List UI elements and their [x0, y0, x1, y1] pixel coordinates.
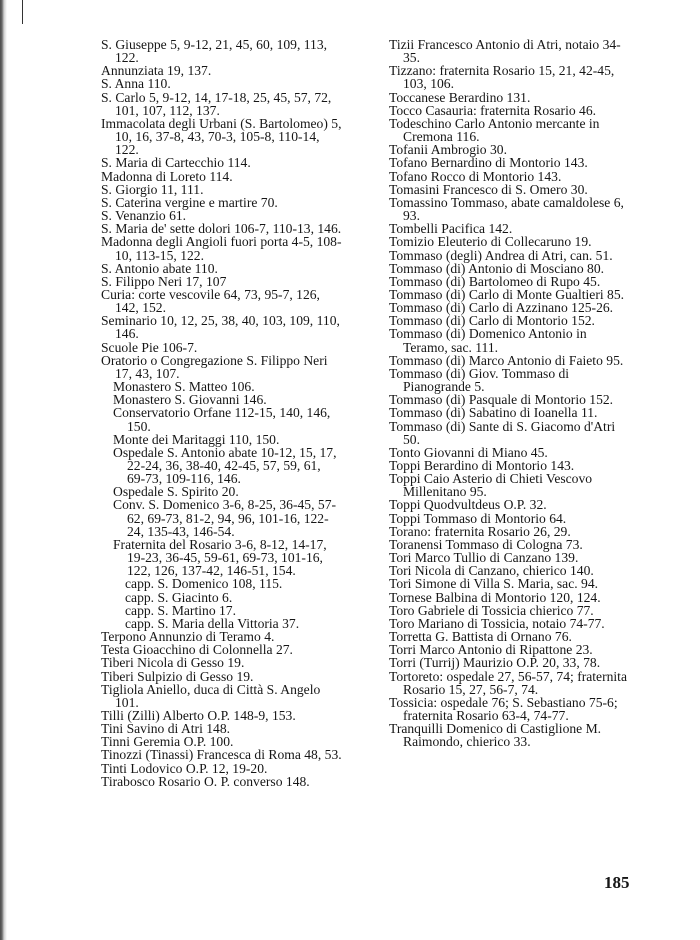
index-entry: Tossicia: ospedale 76; S. Sebastiano 75-6; fraternita Rosario 63-4, 74-77. [389, 694, 618, 723]
margin-mark [22, 0, 23, 24]
index-entry: Ospedale S. Spirito 20. [113, 484, 239, 500]
index-entry: Tommaso (di) Carlo di Azzinano 125-26. [389, 300, 614, 316]
index-entry: Tomizio Eleuterio di Collecaruno 19. [389, 234, 592, 250]
index-entry: Toccanese Berardino 131. [389, 89, 531, 105]
index-entry: Seminario 10, 12, 25, 38, 40, 103, 109, 110, 146. [101, 313, 340, 342]
index-entry: Tommaso (di) Giov. Tommaso di Pianogrande 5. [389, 365, 570, 395]
index-entry: Tocco Casauria: fraternita Rosario 46. [389, 102, 597, 118]
index-entry: Tizzano: fraternita Rosario 15, 21, 42-45, 103, 106. [389, 63, 615, 92]
index-entry: Oratorio o Congregazione S. Filippo Neri 17, 43, 107. [101, 352, 328, 381]
index-entry: Conv. S. Domenico 3-6, 8-25, 36-45, 57-62, 69-73, 81-2, 94, 96, 101-16, 122-24, 135-43, 146-54. [113, 497, 337, 539]
index-entry: Tommaso (di) Antonio di Mosciano 80. [389, 260, 605, 276]
index-entry: S. Filippo Neri 17, 107 [101, 273, 227, 289]
index-entry: Tornese Balbina di Montorio 120, 124. [389, 589, 601, 605]
index-entry: S. Maria de' sette dolori 106-7, 110-13, 146. [101, 221, 342, 237]
index-entry: Tiberi Sulpizio di Gesso 19. [101, 668, 254, 684]
index-entry: Tofano Bernardino di Montorio 143. [389, 155, 588, 171]
index-entry: Scuole Pie 106-7. [101, 339, 198, 355]
index-entry: Tommaso (di) Carlo di Montorio 152. [389, 313, 595, 329]
index-entry: Tirabosco Rosario O. P. converso 148. [101, 773, 310, 789]
index-entry: Tori Nicola di Canzano, chierico 140. [389, 563, 594, 579]
index-entry: Tommaso (di) Pasquale di Montorio 152. [389, 392, 614, 408]
index-entry: Toppi Tommaso di Montorio 64. [389, 510, 567, 526]
index-entry: Tofanii Ambrogio 30. [389, 142, 507, 158]
index-entry: Tori Simone di Villa S. Maria, sac. 94. [389, 576, 599, 592]
index-entry: Ospedale S. Antonio abate 10-12, 15, 17, 22-24, 36, 38-40, 42-45, 57, 59, 61, 69-73, 109-116, 146. [113, 444, 337, 487]
index-entry: S. Venanzio 61. [101, 208, 187, 224]
index-entry: S. Anna 110. [101, 76, 171, 92]
index-entry: Tomassino Tommaso, abate camaldolese 6, 93. [389, 194, 624, 224]
index-entry: Tranquilli Domenico di Castiglione M. Raimondo, chierico 33. [389, 721, 602, 750]
index-entry: Fraternita del Rosario 3-6, 8-12, 14-17, 19-23, 36-45, 59-61, 69-73, 101-16, 122, 126, 137-42, 146-51, 154. [113, 536, 327, 579]
index-entry: Tommaso (di) Marco Antonio di Faieto 95. [389, 352, 624, 368]
book-spine-edge [0, 0, 7, 940]
index-entry: Torri (Turrij) Maurizio O.P. 20, 33, 78. [389, 655, 601, 671]
index-entry: Tinozzi (Tinassi) Francesca di Roma 48, 53. [101, 747, 342, 763]
page-number: 185 [604, 873, 630, 892]
index-entry: Toppi Berardino di Montorio 143. [389, 458, 575, 473]
index-entry: S. Carlo 5, 9-12, 14, 17-18, 25, 45, 57, 72, 101, 107, 112, 137. [101, 89, 332, 118]
index-entry: Curia: corte vescovile 64, 73, 95-7, 126, 142, 152. [101, 286, 320, 316]
index-entry: Tori Marco Tullio di Canzano 139. [389, 550, 579, 566]
index-entry: Immacolata degli Urbani (S. Bartolomeo) 5, 10, 16, 37-8, 43, 70-3, 105-8, 110-14, 122. [101, 115, 342, 158]
index-entry: Terpono Annunzio di Teramo 4. [101, 629, 275, 645]
index-entry: Tini Savino di Atri 148. [101, 721, 231, 737]
index-entry: Tizii Francesco Antonio di Atri, notaio 34-35. [389, 37, 621, 66]
index-entry: S. Giorgio 11, 111. [101, 181, 204, 197]
index-entry: Tombelli Pacifica 142. [389, 221, 513, 237]
index-entry: Madonna degli Angioli fuori porta 4-5, 108-10, 113-15, 122. [101, 234, 342, 263]
index-entry: S. Caterina vergine e martire 70. [101, 194, 278, 210]
index-entry: Toranensi Tommaso di Cologna 73. [389, 536, 583, 552]
index-entry: Monastero S. Matteo 106. [113, 379, 255, 395]
index-entry: capp. S. Martino 17. [125, 602, 237, 618]
index-entry: Tomasini Francesco di S. Omero 30. [389, 181, 588, 197]
index-entry: Tommaso (di) Bartolomeo di Rupo 45. [389, 273, 601, 289]
index-entry: Tiberi Nicola di Gesso 19. [101, 655, 245, 671]
index-entry: Tinti Lodovico O.P. 12, 19-20. [101, 760, 268, 776]
index-entry: S. Giuseppe 5, 9-12, 21, 45, 60, 109, 113, 122. [101, 37, 328, 66]
index-entry: Tommaso (di) Domenico Antonio in Teramo, sac. 111. [389, 326, 587, 355]
index-entry: Tortoreto: ospedale 27, 56-57, 74; fraternita Rosario 15, 27, 56-7, 74. [389, 668, 627, 697]
index-entry: Tommaso (di) Carlo di Monte Gualtieri 85. [389, 286, 625, 302]
index-entry: capp. S. Maria della Vittoria 37. [125, 615, 300, 631]
index-entry: Toppi Caio Asterio di Chieti Vescovo Millenitano 95. [389, 471, 593, 500]
index-entry: Tommaso (degli) Andrea di Atri, can. 51. [389, 247, 613, 263]
index-entry: Todeschino Carlo Antonio mercante in Cremona 116. [389, 115, 600, 145]
index-entry: Conservatorio Orfane 112-15, 140, 146, 150. [113, 405, 331, 434]
index-entry: S. Antonio abate 110. [101, 260, 218, 276]
index-entry: capp. S. Domenico 108, 115. [125, 576, 283, 592]
index-entry: Tigliola Aniello, duca di Città S. Angelo 101. [101, 681, 321, 710]
index-column-left [101, 38, 342, 788]
index-entry: S. Maria di Cartecchio 114. [101, 155, 251, 171]
index-entry: Testa Gioacchino di Colonnella 27. [101, 642, 293, 658]
index-column-right [389, 38, 634, 748]
index-entry: Torri Marco Antonio di Ripattone 23. [389, 642, 593, 658]
index-entry: Monte dei Maritaggi 110, 150. [113, 431, 280, 447]
index-entry: Madonna di Loreto 114. [101, 168, 233, 184]
index-entry: capp. S. Giacinto 6. [125, 589, 233, 605]
index-entry: Toro Mariano di Tossicia, notaio 74-77. [389, 615, 605, 631]
index-entry: Toro Gabriele di Tossicia chierico 77. [389, 602, 594, 618]
index-entry: Tonto Giovanni di Miano 45. [389, 444, 548, 460]
index-entry: Tilli (Zilli) Alberto O.P. 148-9, 153. [101, 707, 296, 723]
index-entry: Tommaso (di) Sante di S. Giacomo d'Atri 50. [389, 418, 616, 447]
index-entry: Annunziata 19, 137. [101, 63, 212, 79]
index-entry: Torretta G. Battista di Ornano 76. [389, 629, 572, 645]
index-entry: Torano: fraternita Rosario 26, 29. [389, 523, 571, 539]
index-entry: Tommaso (di) Sabatino di Ioanella 11. [389, 405, 598, 421]
index-entry: Tofano Rocco di Montorio 143. [389, 168, 562, 184]
index-entry: Toppi Quodvultdeus O.P. 32. [389, 497, 547, 513]
index-entry: Tinni Geremia O.P. 100. [101, 734, 234, 750]
index-entry: Monastero S. Giovanni 146. [113, 392, 267, 408]
